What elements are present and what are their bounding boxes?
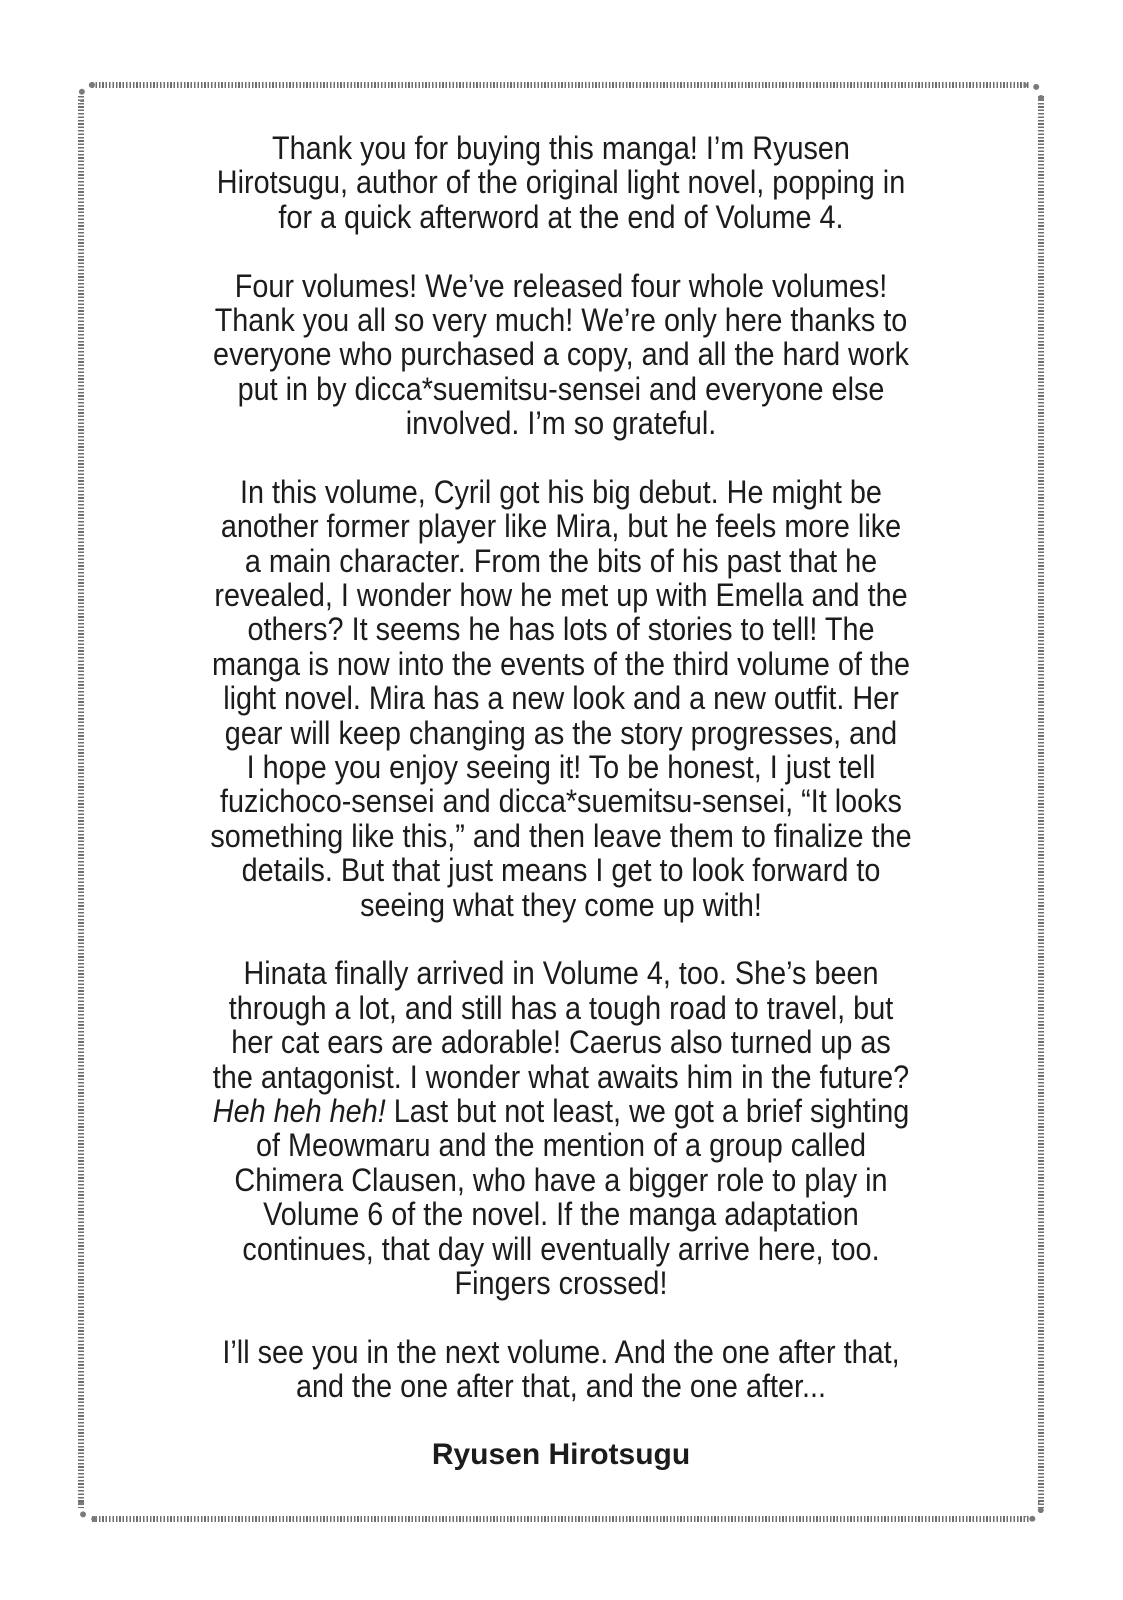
text-line: others? It seems he has lots of stories to tell! The [247,611,875,648]
text-line: details. But that just means I get to look forward to [241,852,881,889]
text-line: her cat ears are adorable! Caerus also turned up as [231,1024,891,1061]
italic-laugh: Heh heh heh! [212,1092,386,1129]
text-line: for a quick afterword at the end of Volume 4. [278,198,844,235]
border-corner-top-left [78,82,98,102]
text-line: seeing what they come up with! [360,886,762,923]
text-line: I’ll see you in the next volume. And the one after that, [222,1333,900,1370]
text-line: continues, that day will eventually arrive here, too. [242,1230,880,1267]
text-line: Chimera Clausen, who have a bigger role to play in [234,1161,888,1198]
text-line: fuzichoco-sensei and dicca*suemitsu-sensei, “It looks [220,783,902,820]
border-bottom [92,1516,1030,1522]
border-corner-top-right [1024,82,1044,102]
text-line: manga is now into the events of the third volume of the [211,645,911,682]
text-line: of Meowmaru and the mention of a group called [256,1127,866,1164]
text-line: involved. I’m so grateful. [405,405,717,442]
paragraph-cyril [78,475,1044,922]
text-line-mixed [126,1094,995,1128]
text-line: put in by dicca*suemitsu-sensei and everyone else [237,370,885,407]
text-line: I hope you enjoy seeing it! To be honest, I just tell [246,749,876,786]
text-line: Thank you all so very much! We’re only here thanks to [214,301,908,338]
text-line: Fingers crossed! [454,1264,668,1301]
paragraph-hinata [78,956,1044,1300]
text-line: Hinata finally arrived in Volume 4, too. She’s been [243,955,879,992]
text-line: In this volume, Cyril got his big debut. He might be [240,473,882,510]
text-fragment: Last but not least, we got a brief sighting [393,1092,910,1129]
paragraph-closing [78,1335,1044,1404]
paragraph-thanks [78,269,1044,441]
text-line: Hirotsugu, author of the original light novel, popping in [216,164,906,201]
text-line: gear will keep changing as the story progresses, and [224,714,898,751]
text-line: through a lot, and still has a tough road to travel, but [228,989,894,1026]
border-top [92,82,1030,88]
border-corner-bottom-left [78,1502,98,1522]
paragraph-intro [78,131,1044,234]
author-signature: Ryusen Hirotsugu [431,1437,691,1471]
text-line: a main character. From the bits of his past that he [244,542,878,579]
text-line: everyone who purchased a copy, and all the hard work [213,336,909,373]
text-line: the antagonist. I wonder what awaits him in the future? [212,1058,910,1095]
text-line: Thank you for buying this manga! I’m Ryusen [272,130,850,166]
text-line: Volume 6 of the novel. If the manga adaptation [263,1196,859,1233]
text-line: revealed, I wonder how he met up with Emella and the [214,577,908,614]
text-line: Four volumes! We’ve released four whole volumes! [234,267,888,304]
border-corner-bottom-right [1024,1502,1044,1522]
text-line: and the one after that, and the one after... [295,1368,826,1405]
text-line: something like this,” and then leave them to finalize the [210,817,912,854]
text-line: light novel. Mira has a new look and a new outfit. Her [223,680,899,717]
text-line: another former player like Mira, but he feels more like [220,508,902,545]
afterword-body [78,131,1044,1472]
